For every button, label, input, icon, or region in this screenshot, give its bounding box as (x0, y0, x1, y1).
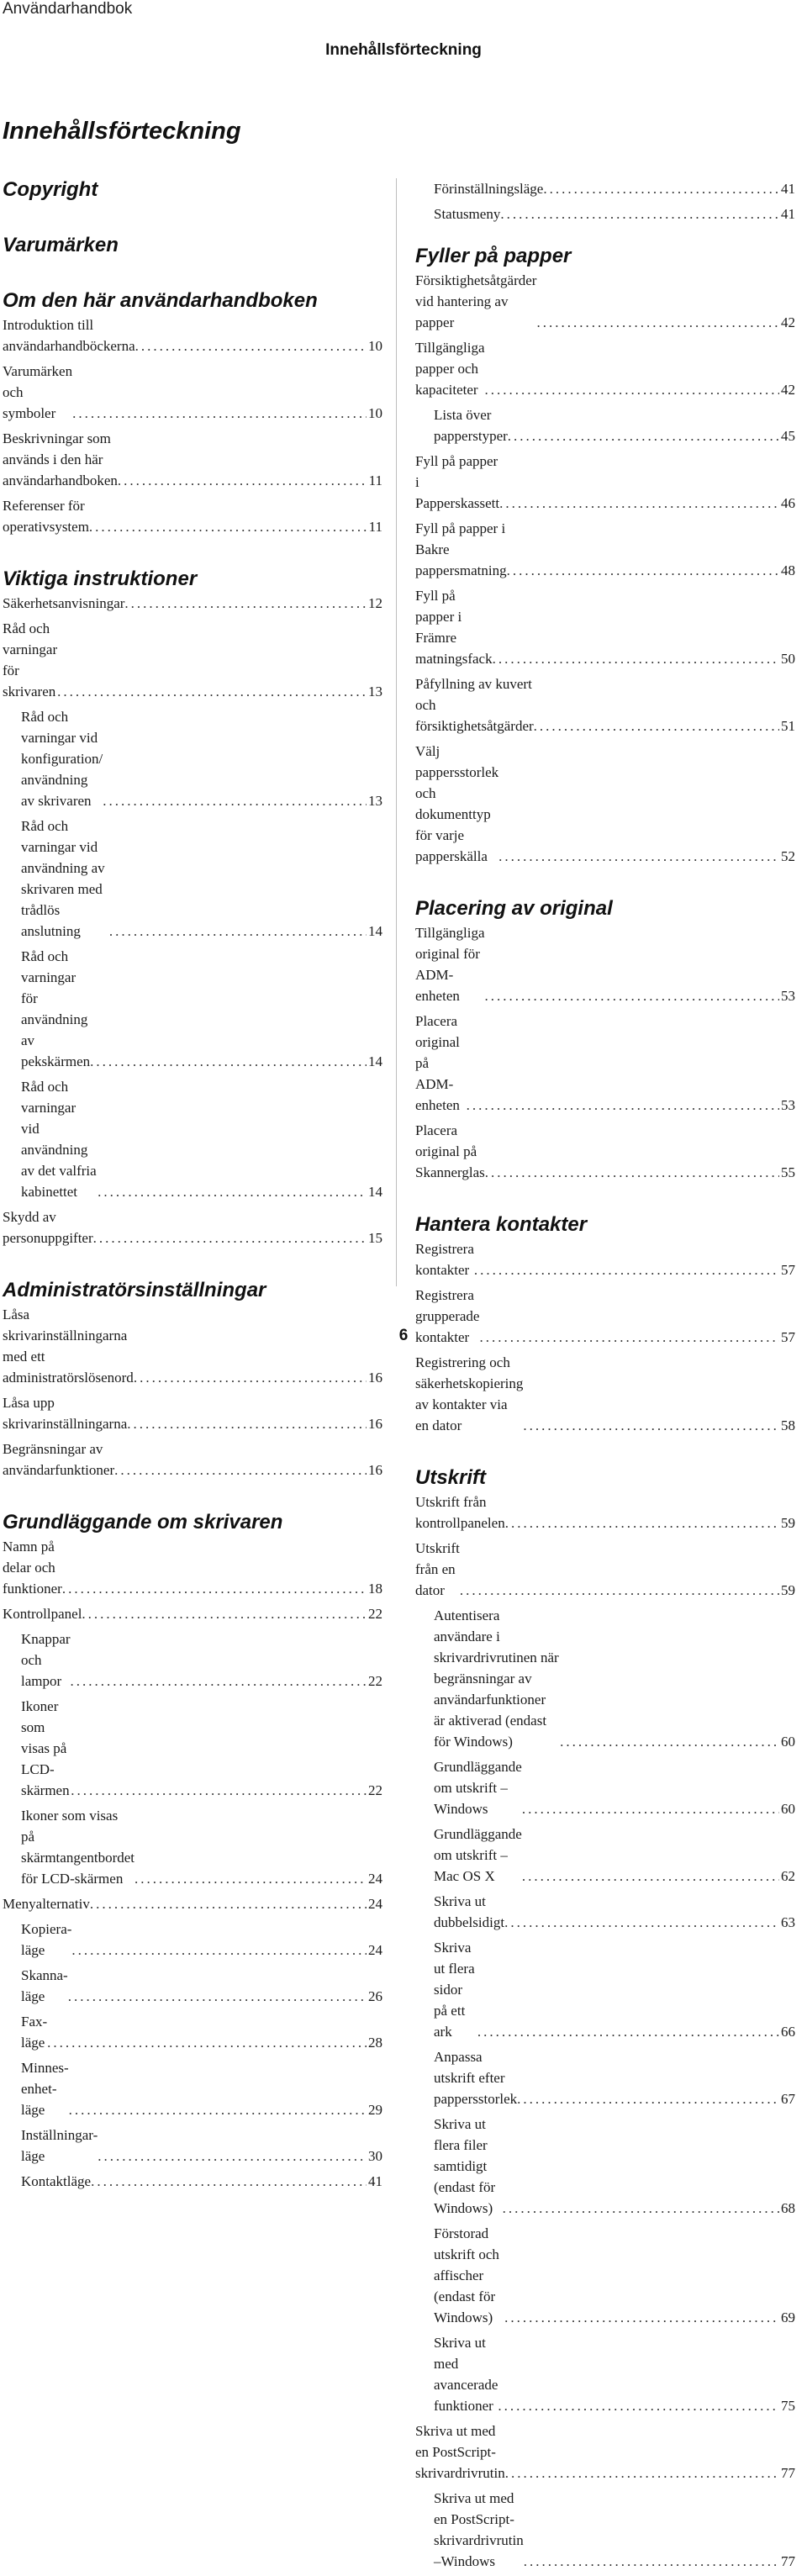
toc-dot-leader (477, 2021, 779, 2042)
toc-section-copyright (3, 177, 382, 203)
toc-column-right (415, 178, 795, 2576)
toc-entry-title: Säkerhetsanvisningar (3, 595, 125, 611)
toc-subentry[interactable] (21, 1919, 382, 1961)
toc-subentry[interactable] (434, 1605, 795, 1752)
toc-section-heading[interactable]: Placering av original (415, 897, 613, 920)
toc-subentry[interactable] (434, 2332, 795, 2416)
toc-entry-page: 15 (368, 1230, 382, 1246)
toc-entry[interactable] (3, 593, 382, 614)
toc-entry-title: Skriva ut med en PostScript-skrivardrivrutin –Windows (434, 2490, 524, 2569)
toc-dot-leader (98, 1181, 367, 1202)
toc-dot-leader (493, 648, 779, 669)
toc-entry-page: 10 (368, 338, 382, 354)
toc-entry[interactable] (3, 1603, 382, 1624)
running-header-section: Innehållsförteckning (325, 41, 482, 59)
toc-entry-page: 53 (781, 988, 795, 1004)
toc-subentry[interactable] (434, 1937, 795, 2042)
toc-entry-page: 50 (781, 651, 795, 667)
toc-entry-page: 29 (368, 2102, 382, 2118)
toc-entry-page: 48 (781, 562, 795, 578)
toc-dot-leader (134, 1367, 367, 1388)
toc-dot-leader (500, 203, 779, 224)
toc-entry-page: 16 (368, 1462, 382, 1478)
toc-entry-page: 60 (781, 1801, 795, 1817)
toc-dot-leader (485, 1162, 779, 1183)
toc-entry-title: Råd och varningar för användning av pekskärmen (21, 948, 91, 1069)
toc-entry-title: Råd och varningar vid användning av det valfria kabinettet (21, 1079, 97, 1200)
toc-entry-page: 59 (781, 1515, 795, 1531)
toc-section-utskrift (415, 1465, 795, 2572)
toc-subentry[interactable] (434, 1891, 795, 1933)
toc-entry[interactable] (3, 1893, 382, 1914)
toc-entry-page: 30 (368, 2148, 382, 2164)
toc-entry-title: Anpassa utskrift efter pappersstorlek (434, 2049, 518, 2107)
toc-dot-leader (118, 470, 367, 491)
toc-entry-title: Inställningar-läge (21, 2127, 98, 2164)
toc-entry-title: Registrera grupperade kontakter (415, 1287, 480, 1345)
toc-dot-leader (485, 379, 780, 400)
toc-dot-leader (90, 1051, 367, 1072)
toc-dot-leader (504, 1912, 779, 1933)
toc-subentry[interactable] (434, 2488, 795, 2572)
toc-entry-title: Skriva ut med en PostScript-skrivardrivrutin (415, 2423, 505, 2481)
toc-entry[interactable] (3, 1438, 382, 1481)
toc-dot-leader (536, 312, 779, 333)
toc-section-heading[interactable]: Varumärken (3, 234, 119, 256)
toc-dot-leader (498, 2395, 779, 2416)
toc-entry[interactable] (415, 741, 795, 867)
toc-section-fyller-pa-papper (415, 243, 795, 867)
toc-entry-page: 53 (781, 1097, 795, 1113)
toc-entry[interactable] (415, 1120, 795, 1183)
toc-entry-title: Registrera kontakter (415, 1241, 474, 1278)
toc-section-heading[interactable]: Utskrift (415, 1466, 487, 1489)
toc-entry-page: 41 (781, 181, 795, 197)
toc-entry-title: Skydd av personuppgifter (3, 1209, 93, 1246)
toc-subentry[interactable] (21, 816, 382, 942)
toc-dot-leader (517, 2088, 779, 2109)
toc-entry-page: 68 (781, 2200, 795, 2216)
toc-entry-page: 16 (368, 1416, 382, 1432)
toc-entry[interactable] (3, 1304, 382, 1388)
toc-subentry[interactable] (434, 1756, 795, 1819)
toc-dot-leader (560, 1731, 779, 1752)
toc-entry-title: Skriva ut med avancerade funktioner (434, 2335, 498, 2414)
toc-entry-title: Tillgängliga original för ADM-enheten (415, 925, 485, 1004)
toc-entry-page: 59 (781, 1582, 795, 1598)
toc-entry-title: Placera original på Skannerglas (415, 1122, 485, 1180)
toc-entry-title: Skriva ut flera filer samtidigt (endast för Windows) (434, 2116, 496, 2216)
toc-entry-page: 52 (781, 848, 795, 864)
toc-dot-leader (103, 790, 367, 811)
toc-entry-page: 75 (781, 2398, 795, 2414)
toc-dot-leader (134, 1868, 367, 1889)
toc-subentry[interactable] (21, 1965, 382, 2007)
toc-entry-title: Kontrollpanel (3, 1606, 82, 1622)
toc-entry-page: 14 (368, 1053, 382, 1069)
column-divider (396, 178, 397, 1286)
toc-subentry[interactable] (21, 2011, 382, 2053)
toc-dot-leader (507, 560, 779, 581)
toc-dot-leader (534, 715, 779, 736)
toc-dot-leader (508, 425, 779, 446)
toc-dot-leader (503, 2198, 779, 2219)
toc-entry[interactable] (415, 518, 795, 581)
toc-entry-title: Låsa upp skrivarinställningarna (3, 1395, 128, 1432)
toc-entry-title: Låsa skrivarinställningarna med ett administratörslösenord (3, 1306, 134, 1386)
toc-entry-title: Ikoner som visas på LCD-skärmen (21, 1698, 70, 1798)
toc-entry-page: 66 (781, 2024, 795, 2040)
toc-entry-page: 24 (368, 1871, 382, 1887)
toc-entry[interactable] (3, 361, 382, 424)
toc-dot-leader (524, 2551, 779, 2572)
toc-entry-title: Fyll på papper i Bakre pappersmatning (415, 520, 507, 578)
toc-dot-leader (485, 985, 780, 1006)
toc-entry-page: 51 (781, 718, 795, 734)
toc-entry-title: Utskrift från kontrollpanelen (415, 1494, 505, 1531)
toc-subentry[interactable] (434, 203, 795, 224)
toc-entry[interactable] (415, 270, 795, 333)
toc-entry-title: Skriva ut dubbelsidigt (434, 1893, 505, 1930)
toc-dot-leader (62, 1578, 367, 1599)
toc-dot-leader (68, 1986, 367, 2007)
toc-section-om-den-har-anvandarhandboken (3, 288, 382, 537)
toc-dot-leader (114, 1460, 367, 1481)
toc-entry[interactable] (415, 673, 795, 736)
toc-entry-page: 55 (781, 1164, 795, 1180)
toc-entry-page: 22 (368, 1606, 382, 1622)
toc-entry-title: Förinställningsläge (434, 181, 544, 197)
toc-dot-leader (135, 335, 367, 356)
toc-entry[interactable] (3, 1392, 382, 1434)
page-title: Innehållsförteckning (3, 118, 241, 145)
toc-subentry[interactable] (21, 706, 382, 811)
toc-dot-leader (505, 2463, 779, 2484)
toc-entry-title: Kontaktläge (21, 2173, 92, 2189)
toc-entry[interactable] (415, 1011, 795, 1116)
toc-entry[interactable] (415, 337, 795, 400)
toc-entry-title: Påfyllning av kuvert och försiktighetsåtgärder (415, 676, 534, 734)
toc-section-continued (415, 178, 795, 224)
toc-subentry[interactable] (21, 2125, 382, 2167)
toc-entry-title: Namn på delar och funktioner (3, 1539, 62, 1597)
toc-dot-leader (523, 1415, 779, 1436)
toc-entry-title: Kopiera-läge (21, 1921, 72, 1958)
toc-dot-leader (47, 2032, 367, 2053)
toc-entry-page: 42 (781, 314, 795, 330)
toc-entry-page: 69 (781, 2309, 795, 2325)
toc-entry-page: 41 (781, 206, 795, 222)
toc-dot-leader (93, 1227, 367, 1248)
toc-entry[interactable] (415, 922, 795, 1006)
toc-entry-title: Lista över papperstyper (434, 407, 508, 444)
toc-dot-leader (522, 1866, 779, 1887)
toc-entry[interactable] (3, 314, 382, 356)
toc-entry-title: Skanna-läge (21, 1967, 68, 2004)
toc-entry-title: Referenser för operativsystem (3, 498, 89, 535)
toc-entry-title: Menyalternativ (3, 1896, 90, 1912)
toc-subentry[interactable] (21, 1628, 382, 1692)
toc-entry-page: 24 (368, 1942, 382, 1958)
toc-dot-leader (124, 593, 367, 614)
toc-entry[interactable] (3, 428, 382, 491)
toc-dot-leader (505, 1512, 779, 1533)
toc-subentry[interactable] (21, 2171, 382, 2192)
toc-entry-title: Försiktighetsåtgärder vid hantering av papper (415, 272, 537, 330)
toc-entry-page: 28 (368, 2035, 382, 2051)
toc-section-viktiga-instruktioner (3, 566, 382, 1248)
toc-entry-title: Registrering och säkerhetskopiering av kontakter via en dator (415, 1354, 524, 1433)
toc-entry-title: Placera original på ADM-enheten (415, 1013, 460, 1113)
toc-entry-page: 13 (368, 793, 382, 809)
toc-dot-leader (71, 1940, 367, 1961)
toc-entry-page: 77 (781, 2553, 795, 2569)
toc-entry[interactable] (415, 2420, 795, 2484)
toc-entry-title: Beskrivningar som används i den här användarhandboken (3, 430, 118, 488)
toc-subentry[interactable] (434, 2046, 795, 2109)
toc-entry-page: 24 (368, 1896, 382, 1912)
toc-entry-page: 42 (781, 382, 795, 398)
toc-entry-page: 12 (368, 595, 382, 611)
toc-section-heading[interactable]: Administratörsinställningar (3, 1279, 266, 1301)
toc-dot-leader (498, 846, 779, 867)
toc-entry-page: 46 (781, 495, 795, 511)
toc-entry-title: Grundläggande om utskrift – Windows (434, 1759, 522, 1817)
toc-entry-page: 58 (781, 1417, 795, 1433)
toc-entry-title: Grundläggande om utskrift – Mac OS X (434, 1826, 522, 1884)
toc-section-administratorsinstallningar (3, 1277, 382, 1481)
toc-entry-page: 45 (781, 428, 795, 444)
toc-dot-leader (90, 1893, 367, 1914)
toc-entry-title: Förstorad utskrift och affischer (endast för Windows) (434, 2225, 499, 2325)
toc-dot-leader (522, 1798, 779, 1819)
toc-subentry[interactable] (21, 2057, 382, 2120)
running-header-doc-title: Användarhandbok (3, 0, 133, 18)
toc-entry-title: Råd och varningar vid konfiguration/ användning av skrivaren (21, 709, 103, 809)
toc-entry-title: Varumärken och symboler (3, 363, 73, 421)
toc-entry-page: 57 (781, 1329, 795, 1345)
toc-entry[interactable] (415, 1238, 795, 1280)
toc-dot-leader (69, 2099, 367, 2120)
toc-entry-page: 10 (368, 405, 382, 421)
toc-dot-leader (89, 516, 367, 537)
toc-entry-title: Minnes- enhet-läge (21, 2060, 69, 2118)
toc-entry-title: Tillgängliga papper och kapaciteter (415, 340, 485, 398)
toc-dot-leader (71, 1780, 367, 1801)
toc-entry-title: Begränsningar av användarfunktioner (3, 1441, 115, 1478)
toc-entry-title: Utskrift från en dator (415, 1540, 460, 1598)
toc-entry-page: 26 (368, 1988, 382, 2004)
toc-entry[interactable] (3, 495, 382, 537)
toc-entry-title: Knappar och lampor (21, 1631, 71, 1689)
toc-section-heading[interactable]: Grundläggande om skrivaren (3, 1511, 283, 1533)
toc-entry-page: 13 (368, 684, 382, 699)
toc-entry-page: 11 (368, 472, 382, 488)
toc-section-hantera-kontakter (415, 1211, 795, 1436)
toc-subentry[interactable] (434, 178, 795, 199)
toc-entry-title: Ikoner som visas på skärmtangentbordet för LCD-skärmen (21, 1808, 135, 1887)
toc-entry-page: 11 (368, 519, 382, 535)
toc-entry[interactable] (415, 1352, 795, 1436)
toc-subentry[interactable] (434, 2114, 795, 2219)
page-number: 6 (398, 1327, 409, 1344)
toc-section-heading[interactable]: Copyright (3, 178, 98, 201)
toc-subentry[interactable] (434, 404, 795, 446)
toc-entry-page: 77 (781, 2465, 795, 2481)
toc-dot-leader (499, 493, 779, 514)
toc-column-left (3, 177, 382, 2196)
toc-dot-leader (71, 1671, 367, 1692)
toc-dot-leader (474, 1259, 779, 1280)
toc-entry-page: 18 (368, 1581, 382, 1597)
toc-dot-leader (543, 178, 779, 199)
toc-entry-page: 14 (368, 923, 382, 939)
toc-section-grundlaggande-om-skrivaren (3, 1509, 382, 2192)
toc-subentry[interactable] (21, 1696, 382, 1801)
toc-entry[interactable] (415, 451, 795, 514)
toc-subentry[interactable] (21, 946, 382, 1072)
toc-entry-title: Fyll på papper i Papperskassett (415, 453, 500, 511)
toc-subentry[interactable] (434, 1824, 795, 1887)
toc-entry-title: Fax-läge (21, 2014, 48, 2051)
toc-entry-title: Fyll på papper i Främre matningsfack (415, 588, 493, 667)
toc-dot-leader (72, 403, 367, 424)
toc-dot-leader (91, 2171, 367, 2192)
toc-entry-page: 41 (368, 2173, 382, 2189)
toc-entry-page: 63 (781, 1914, 795, 1930)
toc-dot-leader (98, 2146, 367, 2167)
toc-entry-page: 16 (368, 1370, 382, 1386)
toc-entry-title: Råd och varningar vid användning av skrivaren med trådlös anslutning (21, 818, 105, 939)
toc-entry[interactable] (415, 585, 795, 669)
toc-dot-leader (82, 1603, 367, 1624)
toc-section-placering-av-original (415, 895, 795, 1183)
toc-section-heading[interactable]: Fyller på papper (415, 245, 572, 267)
toc-entry-page: 62 (781, 1868, 795, 1884)
toc-subentry[interactable] (434, 2223, 795, 2328)
toc-dot-leader (109, 921, 367, 942)
toc-entry-page: 22 (368, 1673, 382, 1689)
toc-dot-leader (460, 1580, 779, 1601)
toc-section-heading[interactable]: Hantera kontakter (415, 1213, 588, 1236)
toc-entry-page: 22 (368, 1782, 382, 1798)
toc-entry[interactable] (3, 618, 382, 702)
toc-dot-leader (467, 1095, 779, 1116)
toc-dot-leader (57, 681, 367, 702)
toc-entry-page: 60 (781, 1734, 795, 1750)
toc-entry-title: Råd och varningar för skrivaren (3, 620, 58, 699)
toc-subentry[interactable] (21, 1076, 382, 1202)
toc-entry[interactable] (3, 1536, 382, 1599)
toc-entry[interactable] (415, 1538, 795, 1601)
toc-section-varumarken (3, 232, 382, 259)
toc-entry-page: 67 (781, 2091, 795, 2107)
toc-entry-title: Introduktion till användarhandböckerna (3, 317, 135, 354)
toc-entry-page: 57 (781, 1262, 795, 1278)
toc-entry-title: Statusmeny (434, 206, 501, 222)
toc-entry-page: 14 (368, 1184, 382, 1200)
toc-entry-title: Autentisera användare i skrivardrivrutinen när begränsningar av användarfunktioner är aktiverad (endast för Windows) (434, 1607, 559, 1750)
toc-section-heading[interactable]: Om den här användarhandboken (3, 289, 318, 312)
toc-dot-leader (504, 2307, 779, 2328)
toc-entry[interactable] (3, 1206, 382, 1248)
toc-entry-title: Välj pappersstorlek och dokumenttyp för varje papperskälla (415, 743, 499, 864)
toc-entry-title: Skriva ut flera sidor på ett ark (434, 1940, 475, 2040)
toc-section-heading[interactable]: Viktiga instruktioner (3, 567, 198, 590)
toc-dot-leader (127, 1413, 367, 1434)
toc-subentry[interactable] (21, 1805, 382, 1889)
toc-entry[interactable] (415, 1491, 795, 1533)
